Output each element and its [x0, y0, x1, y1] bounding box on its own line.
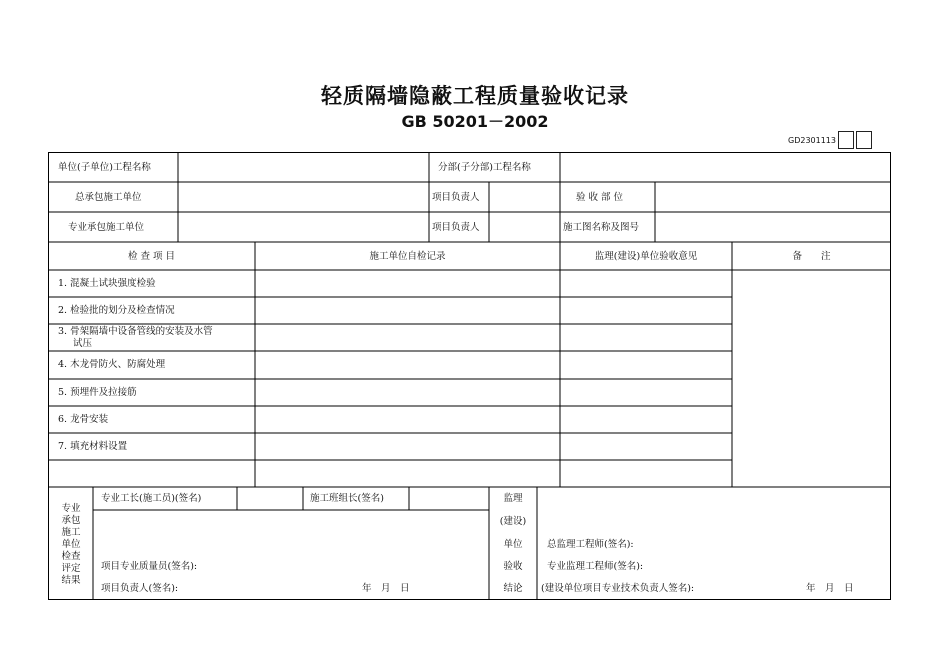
date-right: 年 月 日 [806, 583, 854, 594]
quality-inspector-sign-label: 项目专业质量员(签名): [101, 561, 198, 572]
check-item-6: 6. 龙骨安装 [58, 414, 109, 425]
col-supervision-opinion: 监理(建设)单位验收意见 [594, 251, 698, 262]
team-leader-sign-label: 施工班组长(签名) [310, 493, 384, 504]
form-code-text: GD2301113 [788, 135, 836, 145]
left-label-7: 结果 [61, 575, 81, 586]
col-self-check: 施工单位自检记录 [369, 251, 446, 262]
right-label-3: 单位 [503, 539, 523, 550]
check-item-1: 1. 混凝土试块强度检验 [58, 278, 156, 289]
left-label-1: 专业 [61, 503, 81, 514]
sub-project-name-label: 分部(子分部)工程名称 [438, 162, 531, 173]
left-label-6: 评定 [61, 563, 81, 574]
project-manager-label-2: 项目负责人 [432, 222, 480, 233]
general-contractor-label: 总承包施工单位 [75, 192, 142, 203]
left-label-2: 承包 [61, 515, 81, 526]
check-item-4: 4. 木龙骨防火、防腐处理 [58, 359, 166, 370]
specialty-engineer-sign-label: 专业监理工程师(签名): [547, 561, 644, 572]
foreman-sign-label: 专业工长(施工员)(签名) [101, 493, 202, 504]
left-label-4: 单位 [61, 539, 81, 550]
check-item-7: 7. 填充材料设置 [58, 441, 128, 452]
drawing-name-label: 施工图名称及图号 [563, 222, 640, 233]
project-manager-sign-label: 项目负责人(签名): [101, 583, 179, 594]
col-check-item: 检 查 项 目 [127, 251, 176, 262]
check-item-2: 2. 检验批的划分及检查情况 [58, 305, 175, 316]
unit-project-name-label: 单位(子单位)工程名称 [58, 162, 151, 173]
check-item-5: 5. 预埋件及拉接筋 [58, 387, 137, 398]
project-manager-label-1: 项目负责人 [432, 192, 480, 203]
right-label-4: 验收 [503, 561, 523, 572]
right-label-1: 监理 [503, 493, 523, 504]
owner-tech-lead-sign-label: (建设单位项目专业技术负责人签名): [541, 583, 695, 594]
chief-engineer-sign-label: 总监理工程师(签名): [547, 539, 634, 550]
date-left: 年 月 日 [362, 583, 410, 594]
check-item-3-cont: 试压 [73, 338, 93, 349]
specialty-contractor-label: 专业承包施工单位 [68, 222, 145, 233]
acceptance-dept-label: 验 收 部 位 [576, 192, 624, 203]
left-label-3: 施工 [61, 527, 81, 538]
right-label-5: 结论 [503, 583, 523, 594]
page-subtitle: GB 50201－2002 [401, 112, 549, 131]
left-label-5: 检查 [61, 551, 81, 562]
col-remarks: 备 注 [792, 251, 831, 262]
check-item-3: 3. 骨架隔墙中设备管线的安装及水管 [58, 326, 213, 337]
page-title: 轻质隔墙隐蔽工程质量验收记录 [321, 84, 629, 108]
right-label-2: (建设) [499, 516, 527, 527]
